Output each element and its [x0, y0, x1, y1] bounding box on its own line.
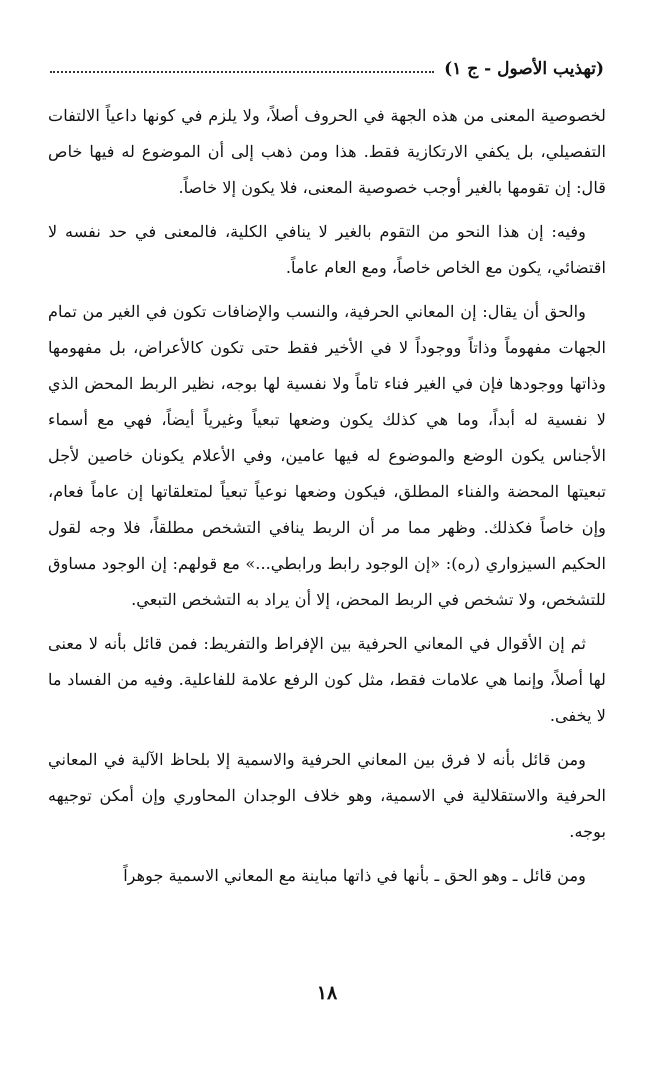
paragraph-4: ثم إن الأقوال في المعاني الحرفية بين الإفراط والتفريط: فمن قائل بأنه لا معنى لها أصلاً، وإنما هي علامات فقط، مثل كون الرفع علامة للفاعلية. وفيه من الفساد ما لا يخفى.	[48, 634, 606, 725]
paragraph-3: والحق أن يقال: إن المعاني الحرفية، والنسب والإضافات تكون في الغير من تمام الجهات مفهوماً وذاتاً ووجوداً لا في الأخير فقط حتى تكون كالأعراض، بل مفهومها وذاتها ووجودها فإن في الغير فناء تاماً ولا نفسية لها بوجه، نظير الربط المحض الذي لا نفسية له أبداً، وما هي كذلك يكون وضعها تبعياً وغيرياً أيضاً، فهي مع أسماء الأجناس يكون الوضع والموضوع له فيها عامين، وفي الأعلام يكونان خاصين لأجل تبعيتها المحضة والفناء المطلق، فيكون وضعها نوعياً تبعياً لمتعلقاتها إن عاماً فعام، وإن خاصاً فكذلك. وظهر مما مر أن الربط ينافي التشخص مطلقاً، فلا وجه لقول الحكيم السيزواري (ره): «إن الوجود رابط ورابطي...» مع قولهم: إن الوجود مساوق للتشخص، ولا تشخص في الربط المحض، إلا أن يراد به التشخص التبعي.	[48, 302, 606, 609]
paragraph-6: ومن قائل ـ وهو الحق ـ بأنها في ذاتها مباينة مع المعاني الاسمية جوهراً	[123, 866, 586, 885]
body-text	[48, 98, 606, 902]
paragraph-1: لخصوصية المعنى من هذه الجهة في الحروف أصلاً، ولا يلزم في كونها داعياً الالتفات التفصيلي، بل يكفي الارتكازية فقط. هذا ومن ذهب إلى أن الموضوع له فيها خاص قال: إن تقومها بالغير أوجب خصوصية المعنى، فلا يكون إلا خاصاً.	[48, 106, 606, 197]
dotted-leader	[50, 71, 434, 73]
running-title: (تهذيب الأصول - ج ١)	[444, 59, 604, 79]
paragraph-5: ومن قائل بأنه لا فرق بين المعاني الحرفية والاسمية إلا بلحاظ الآلية في المعاني الحرفية والاستقلالية في الاسمية، وهو خلاف الوجدان المحاوري وإن أمكن توجيهه بوجه.	[48, 750, 606, 841]
page-number: ١٨	[316, 982, 338, 1004]
paragraph-2: وفيه: إن هذا النحو من التقوم بالغير لا ينافي الكلية، فالمعنى في حد نفسه لا اقتضائي، يكون مع الخاص خاصاً، ومع العام عاماً.	[48, 222, 606, 277]
running-header	[50, 54, 604, 84]
